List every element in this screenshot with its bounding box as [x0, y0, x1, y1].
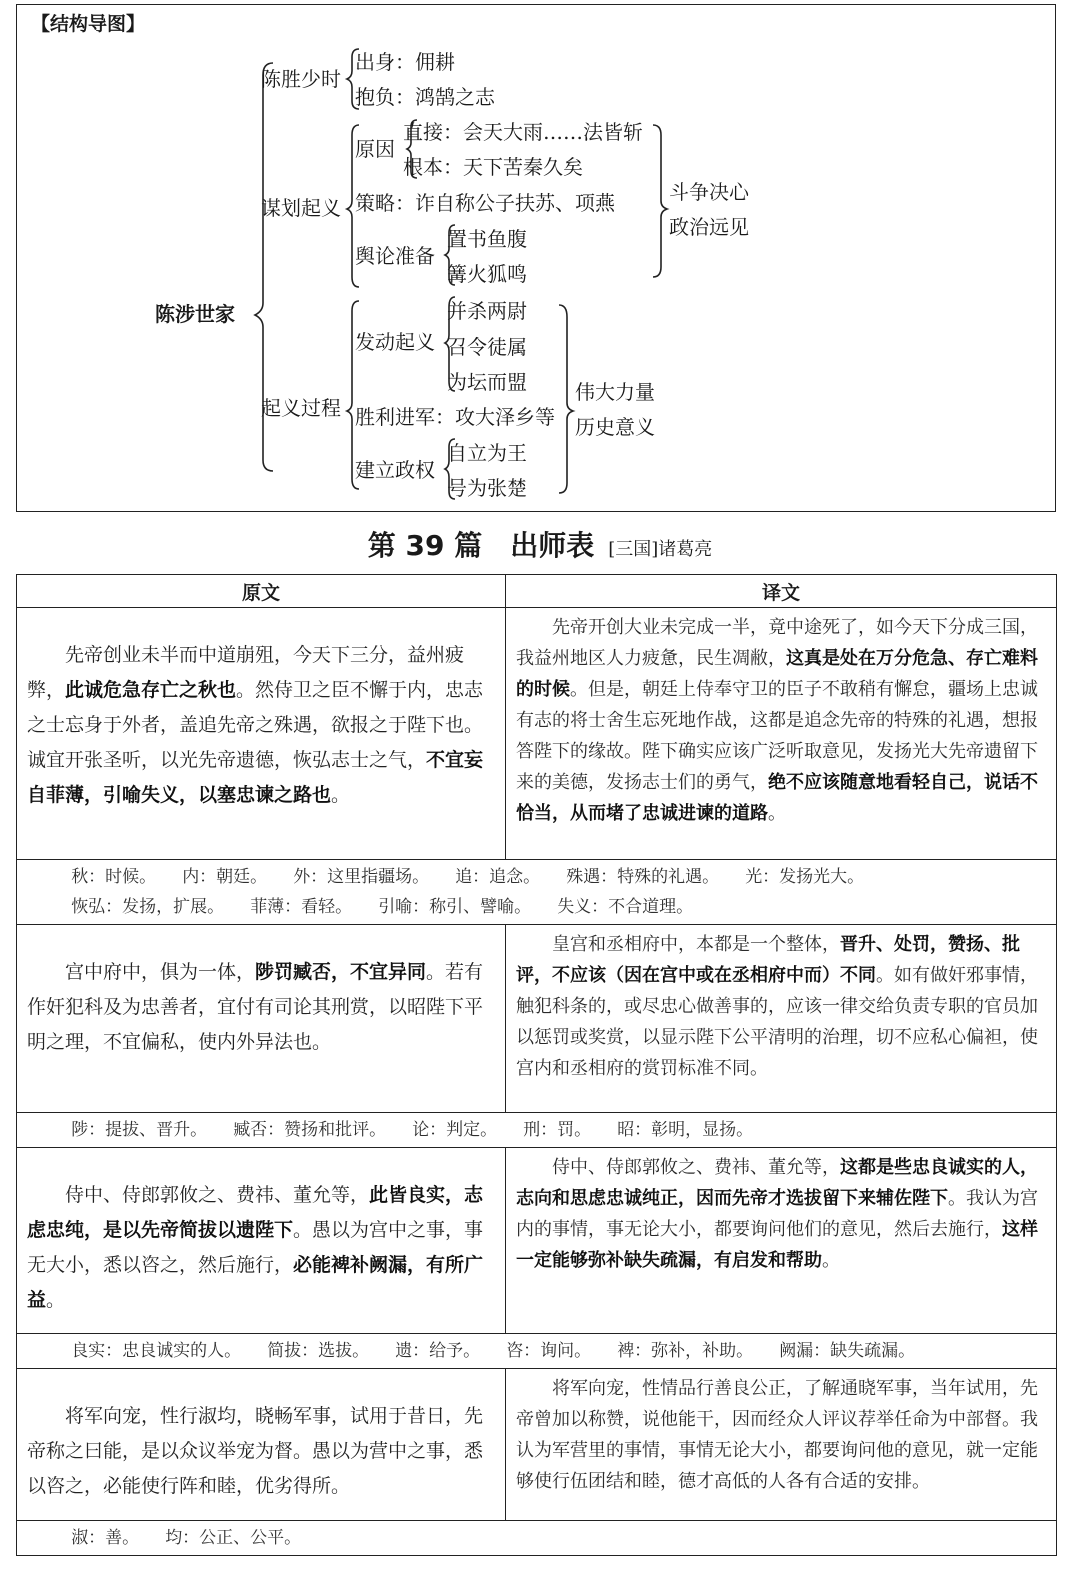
note-item: 殊遇：特殊的礼遇。	[566, 867, 720, 887]
text-run: 皇宫和丞相府中，本都是一个整体，	[552, 934, 840, 955]
note-item: 失义：不合道理。	[557, 897, 694, 917]
note-line	[27, 862, 1048, 892]
note-item: 淑：善。	[71, 1528, 140, 1548]
word-notes	[17, 1521, 1057, 1556]
note-item: 均：公正、公平。	[165, 1528, 302, 1548]
word-notes	[17, 1113, 1057, 1148]
youth-label: 陈胜少时	[261, 67, 341, 91]
map-brackets	[17, 5, 1057, 513]
notes-row	[17, 860, 1057, 925]
text-run: 先帝开创大业未完成一半，竟中途死了，如今天下分成三国，我益州地区人力疲惫，民生凋敝，	[516, 617, 1038, 669]
note-line	[27, 892, 1048, 922]
text-run: 。	[331, 784, 351, 806]
launch-1: 并杀两尉	[447, 299, 527, 323]
note-item: 简拔：选拔。	[267, 1341, 370, 1361]
notes-row	[17, 1334, 1057, 1369]
plan-summary-2: 政治远见	[669, 215, 749, 239]
table-body	[17, 608, 1057, 1556]
youth-origin: 出身：佣耕	[355, 50, 455, 74]
note-item: 追：追念。	[455, 867, 541, 887]
header-translation: 译文	[506, 575, 1057, 608]
text-run: 。	[768, 803, 786, 824]
regime-label: 建立政权	[355, 458, 435, 482]
note-item: 昭：彰明，显扬。	[617, 1120, 754, 1140]
original-text	[17, 1369, 506, 1521]
cause-label: 原因	[355, 137, 395, 161]
note-line	[27, 1523, 1048, 1553]
text-run: 。我认为宫内的事情，事无论大小，都要询问他们的意见，然后去施行，	[516, 1188, 1038, 1240]
passage-row	[17, 925, 1057, 1113]
note-item: 陟：提拔、晋升。	[71, 1120, 208, 1140]
original-text	[17, 925, 506, 1113]
word-notes	[17, 860, 1057, 925]
text-run: 。如有做奸邪事情，触犯科条的，或尽忠心做善事的，应该一律交给负责专职的官员加以惩罚或奖赏，以显示陛下公平清明的治理，切不应私心偏袒，使宫内和丞相府的赏罚标准不同。	[516, 965, 1038, 1079]
key-sentence: 这样一定能够弥补缺失疏漏，有启发和帮助	[516, 1219, 1038, 1271]
process-victory: 胜利进军：攻大泽乡等	[355, 405, 555, 429]
notes-row	[17, 1113, 1057, 1148]
note-item: 引喻：称引、譬喻。	[378, 897, 532, 917]
key-sentence: 此诚危急存亡之秋也	[65, 679, 237, 701]
note-item: 光：发扬光大。	[745, 867, 865, 887]
launch-2: 召令徒属	[447, 335, 527, 359]
note-item: 遗：给予。	[395, 1341, 481, 1361]
translation-table	[16, 574, 1057, 1556]
text-run: 。但是，朝廷上侍奉守卫的臣子不敢稍有懈怠，疆场上忠诚有志的将士舍生忘死地作战，这都是追念先帝的特殊的礼遇，想报答陛下的缘故。陛下确实应该广泛听取意见，发扬光大先帝遗留下来的美德，发扬志士们的勇气，	[516, 679, 1038, 793]
plan-summary-brace	[653, 125, 667, 277]
process-summary-2: 历史意义	[575, 415, 655, 439]
launch-label: 发动起义	[355, 330, 435, 354]
plan-strategy: 策略：诈自称公子扶苏、项燕	[355, 191, 615, 215]
key-sentence: 绝不应该随意地看轻自己，说话不恰当，从而堵了忠诚进谏的道路	[516, 772, 1038, 824]
text-run: 。然侍卫之臣不懈于内，忠志之士忘身于外者，盖追先帝之殊遇，欲报之于陛下也。诚宜开张圣听，以光先帝遗德，恢弘志士之气，	[27, 679, 484, 771]
key-sentence: 晋升、处罚，赞扬、批评，不应该（因在宫中或在丞相府中而）不同	[516, 934, 1020, 986]
map-root: 陈涉世家	[155, 302, 235, 326]
word-notes	[17, 1334, 1057, 1369]
passage-row	[17, 1148, 1057, 1334]
note-item: 裨：弥补，补助。	[617, 1341, 754, 1361]
note-item: 恢弘：发扬，扩展。	[71, 897, 225, 917]
note-item: 咨：询问。	[506, 1341, 592, 1361]
note-item: 内：朝廷。	[182, 867, 268, 887]
key-sentence: 这真是处在万分危急、存亡难料的时候	[516, 648, 1038, 700]
note-line	[27, 1336, 1048, 1366]
process-summary-brace	[559, 305, 573, 493]
youth-ambition: 抱负：鸿鹄之志	[355, 85, 495, 109]
plan-label: 谋划起义	[261, 196, 341, 220]
note-item: 良实：忠良诚实的人。	[71, 1341, 242, 1361]
text-run: 。若有作奸犯科及为忠善者，宜付有司论其刑赏，以昭陛下平明之理，不宜偏私，使内外异法也。	[27, 961, 484, 1053]
table-header-row	[17, 575, 1057, 608]
text-run: 宫中府中，俱为一体，	[65, 961, 256, 983]
essay-title	[0, 524, 1080, 564]
regime-2: 号为张楚	[447, 476, 527, 500]
key-sentence: 这都是些忠良诚实的人，志向和思虑忠诚纯正，因而先帝才选拔留下来辅佐陛下	[516, 1157, 1038, 1209]
text-run: 侍中、侍郎郭攸之、费祎、董允等，	[552, 1157, 840, 1178]
text-run: 。愚以为宫中之事，事无大小，悉以咨之，然后施行，	[27, 1219, 484, 1276]
map-heading: 【结构导图】	[31, 13, 146, 35]
note-item: 秋：时候。	[71, 867, 157, 887]
translation-text	[506, 925, 1057, 1113]
note-item: 菲薄：看轻。	[250, 897, 353, 917]
launch-3: 为坛而盟	[447, 370, 527, 394]
translation-text	[506, 608, 1057, 860]
note-item: 臧否：赞扬和批评。	[233, 1120, 387, 1140]
cause-root: 根本：天下苦秦久矣	[403, 155, 583, 179]
process-label: 起义过程	[261, 396, 341, 420]
opinion-fox: 篝火狐鸣	[447, 262, 527, 286]
essay-author: [三国]诸葛亮	[608, 539, 713, 560]
text-run: 。	[822, 1250, 840, 1271]
structure-map	[16, 4, 1056, 512]
text-run: 。	[46, 1289, 66, 1311]
text-run: 将军向宠，性行淑均，晓畅军事，试用于昔日，先帝称之曰能，是以众议举宠为督。愚以为营中之事，悉以咨之，必能使行阵和睦，优劣得所。	[27, 1405, 484, 1497]
translation-text	[506, 1148, 1057, 1334]
key-sentence: 不宜妄自菲薄，引喻失义，以塞忠谏之路也	[27, 749, 484, 806]
notes-row	[17, 1521, 1057, 1556]
note-item: 刑：罚。	[523, 1120, 592, 1140]
key-sentence: 此皆良实，志虑忠纯，是以先帝简拔以遗陛下	[27, 1184, 484, 1241]
key-sentence: 必能裨补阙漏，有所广益	[27, 1254, 484, 1311]
passage-row	[17, 608, 1057, 860]
translation-text	[506, 1369, 1057, 1521]
opinion-label: 舆论准备	[355, 244, 435, 268]
note-line	[27, 1115, 1048, 1145]
text-run: 侍中、侍郎郭攸之、费祎、董允等，	[65, 1184, 370, 1206]
original-text	[17, 1148, 506, 1334]
original-text	[17, 608, 506, 860]
cause-direct: 直接：会天大雨……法皆斩	[403, 120, 643, 144]
regime-1: 自立为王	[447, 441, 527, 465]
process-summary-1: 伟大力量	[575, 380, 655, 404]
passage-row	[17, 1369, 1057, 1521]
plan-summary-1: 斗争决心	[669, 180, 749, 204]
note-item: 外：这里指疆场。	[293, 867, 430, 887]
note-item: 论：判定。	[412, 1120, 498, 1140]
text-run: 先帝创业未半而中道崩殂，今天下三分，益州疲弊，	[27, 644, 465, 701]
text-run: 将军向宠，性情品行善良公正，了解通晓军事，当年试用，先帝曾加以称赞，说他能干，因而经众人评议荐举任命为中部督。我认为军营里的事情，事情无论大小，都要询问他的意见，就一定能够使行伍团结和睦，德才高低的人各有合适的安排。	[516, 1378, 1038, 1492]
note-item: 阙漏：缺失疏漏。	[779, 1341, 916, 1361]
header-original: 原文	[17, 575, 506, 608]
opinion-fish: 置书鱼腹	[447, 227, 527, 251]
key-sentence: 陟罚臧否，不宜异同	[255, 961, 427, 983]
essay-title-main: 第 39 篇 出师表	[367, 529, 595, 562]
